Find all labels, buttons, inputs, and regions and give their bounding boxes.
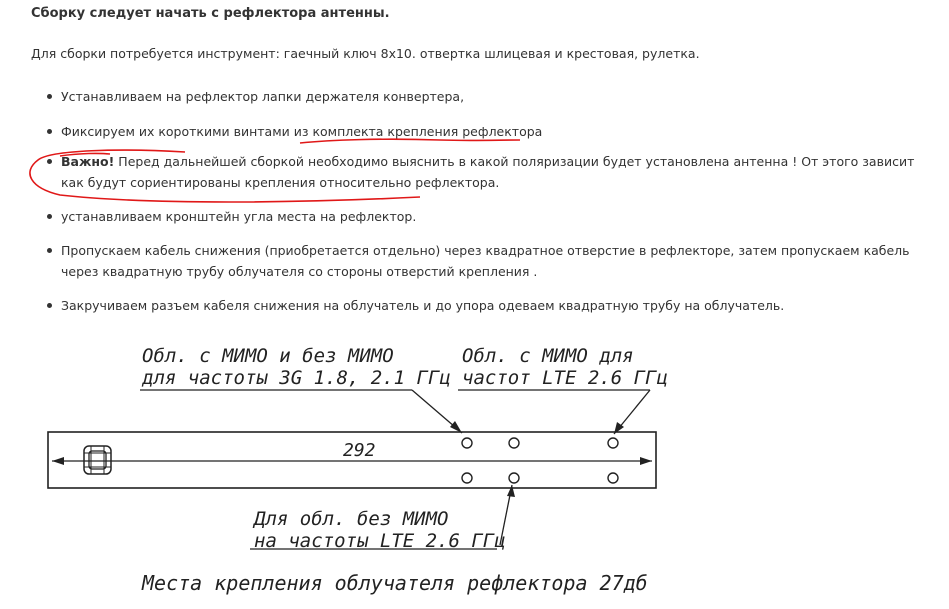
step-text: Устанавливаем на рефлектор лапки держателя конвертера, — [61, 89, 465, 104]
list-item — [31, 121, 921, 142]
step-text: устанавливаем кронштейн угла места на рефлектор. — [61, 209, 417, 224]
dimension-value: 292 — [343, 440, 376, 461]
step-text: Закручиваем разъем кабеля снижения на облучатель и до упора одеваем квадратную трубу на облучатель. — [61, 298, 785, 313]
tools-intro: Для сборки потребуется инструмент: гаечный ключ 8х10. отвертка шлицевая и крестовая, рулетка. — [31, 46, 700, 61]
list-item — [31, 206, 921, 227]
reflector-drawing — [0, 335, 949, 609]
section-heading: Сборку следует начать с рефлектора антенны. — [31, 6, 390, 21]
list-item — [31, 240, 921, 282]
list-item — [31, 151, 921, 193]
list-item — [31, 86, 921, 107]
step-text: Фиксируем их короткими винтами из комплекта крепления рефлектора — [61, 124, 543, 139]
step-text: Пропускаем кабель снижения (приобретается отдельно) через квадратное отверстие в рефлекторе, затем пропускаем кабель через квадратную трубу облучателя со стороны отверстий крепления . — [61, 243, 910, 279]
drawing-caption: Места крепления облучателя рефлектора 27дб — [142, 571, 648, 595]
label-mimo-3g-line2: для частоты 3G 1.8, 2.1 ГГц — [142, 367, 451, 389]
important-label: Важно! — [61, 154, 115, 169]
step-text: Перед дальнейшей сборкой необходимо выяснить в какой поляризации будет установлена антенна ! От этого зависит как будут сориентированы крепления относительно рефлектора. — [61, 154, 915, 190]
label-nomimo-line2: на частоты LTE 2.6 ГГц — [254, 530, 506, 552]
label-mimo-lte-line2: частот LTE 2.6 ГГц — [462, 367, 668, 389]
label-mimo-3g-line1: Обл. с МИМО и без МИМО — [142, 345, 394, 367]
label-nomimo-line1: Для обл. без МИМО — [254, 508, 449, 530]
label-mimo-lte-line1: Обл. с МИМО для — [462, 345, 634, 367]
square-hole-icon — [84, 446, 111, 474]
list-item — [31, 295, 921, 316]
assembly-steps-list — [31, 86, 921, 328]
